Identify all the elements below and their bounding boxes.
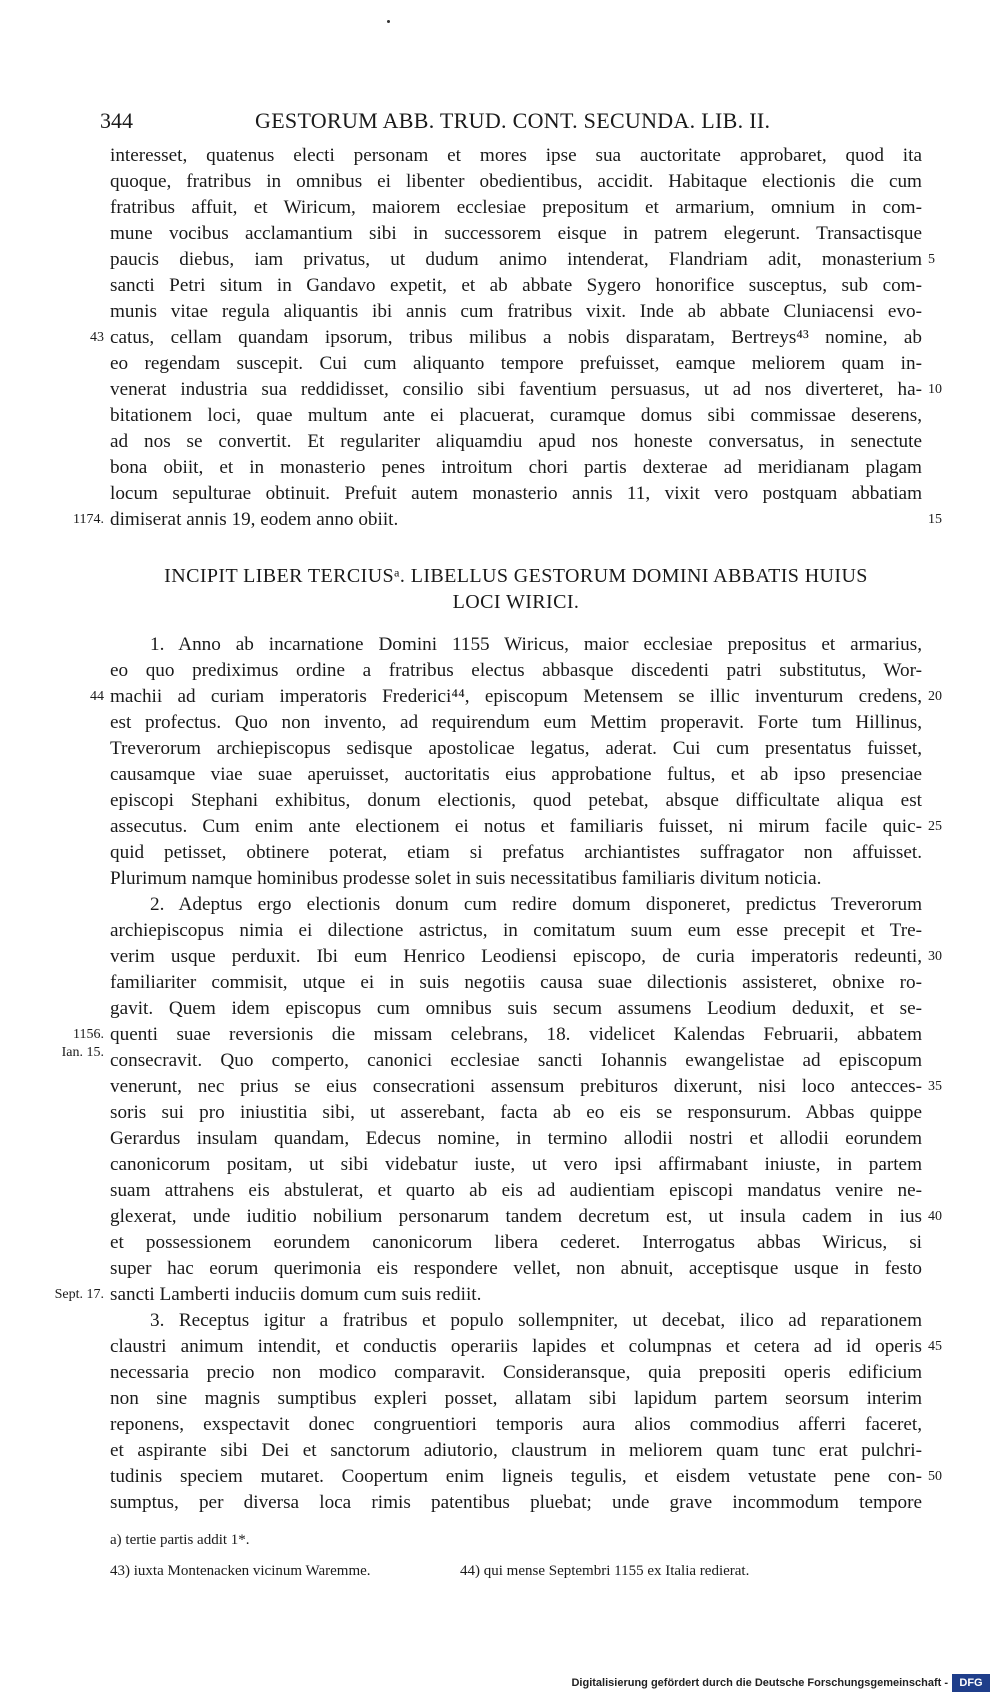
text-line: soris sui pro iniustitia sibi, ut asserebant, facta ab eo eis se responsurum. Abbas quippe bbox=[110, 1102, 922, 1123]
margin-year-1156: 1156. bbox=[73, 1027, 104, 1042]
text-line: sumptus, per diversa loca rimis patentibus pluebat; unde grave incommodum tempore bbox=[110, 1492, 922, 1513]
footnote-43: 43) iuxta Montenacken vicinum Waremme. bbox=[110, 1563, 371, 1579]
line-number: 10 bbox=[928, 382, 942, 397]
text-line: paucis diebus, iam privatus, ut dudum animo intenderat, Flandriam adit, monasterium bbox=[110, 249, 922, 270]
line-number: 20 bbox=[928, 689, 942, 704]
text-line: bona obiit, et in monasterio penes introitum chori partis dexterae ad meridianam plagam bbox=[110, 457, 922, 478]
text-line: venerunt, nec prius se eius consecrationi assensum prebituros dixerunt, nisi loco antecces- bbox=[110, 1076, 922, 1097]
page-number: 344 bbox=[100, 108, 133, 133]
text-line: et aspirante sibi Dei et sanctorum adiutorio, claustrum in meliorem quam tunc erat pulchri- bbox=[110, 1440, 922, 1461]
book-heading: INCIPIT LIBER TERCIUSᵃ. LIBELLUS GESTORUM DOMINI ABBATIS HUIUS bbox=[164, 565, 868, 587]
text-line: archiepiscopus nimia ei dilectione astrictus, in comitatum suum eum esse precepit et Tre- bbox=[110, 920, 922, 941]
text-line: bitationem loci, quae multum ante ei placuerat, curamque domus sibi commissae deserens, bbox=[110, 405, 922, 426]
margin-note-43: 43 bbox=[90, 330, 104, 345]
text-line: super hac eorum querimonia eis respondere vellet, non abnuit, acceptisque usque in festo bbox=[110, 1258, 922, 1279]
text-line: episcopi Stephani exhibitus, donum electionis, quod petebat, absque difficultate aliqua est bbox=[110, 790, 922, 811]
book-heading: LOCI WIRICI. bbox=[452, 591, 580, 613]
dfg-logo-icon: DFG bbox=[952, 1674, 990, 1692]
text-line: quid petisset, obtinere poterat, etiam si prefatus archiantistes suffragator non affuisset. bbox=[110, 842, 922, 863]
margin-date-ian15: Ian. 15. bbox=[61, 1045, 104, 1060]
text-line: munis vitae regula aliquantis ibi annis cum fratribus vixit. Inde ab abbate Cluniacensi evo- bbox=[110, 301, 922, 322]
text-line: 2. Adeptus ergo electionis donum cum redire domum disponeret, predictus Treverorum bbox=[150, 894, 922, 915]
text-line: eo quo prediximus ordine a fratribus electus abbasque discedenti patri substitutus, Wor- bbox=[110, 660, 922, 681]
text-line: assecutus. Cum enim ante electionem ei notus et familiaris fuisset, ni mirum facile quic- bbox=[110, 816, 922, 837]
text-line: glexerat, unde iuditio nobilium personarum tandem decretum est, ut insula cadem in ius bbox=[110, 1206, 922, 1227]
text-line: claustri animum intendit, et conductis operariis lapides et columpnas et cetera ad id operis bbox=[110, 1336, 922, 1357]
text-line: Plurimum namque hominibus prodesse solet in suis necessitatibus familiaris divitum noticia. bbox=[110, 868, 822, 889]
text-line: causamque viae suae aperuisset, auctoritatis eius approbatione fultus, et ab ipso presenciae bbox=[110, 764, 922, 785]
text-line: machii ad curiam imperatoris Frederici⁴⁴, episcopum Metensem se illic inventurum credens, bbox=[110, 686, 922, 707]
text-line: consecravit. Quo comperto, canonici ecclesiae sancti Iohannis ewangelistae ad episcopum bbox=[110, 1050, 922, 1071]
line-number: 50 bbox=[928, 1469, 942, 1484]
margin-note-44: 44 bbox=[90, 689, 104, 704]
text-line: necessaria precio non modico comparavit. Consideransque, quia prepositi operis edificium bbox=[110, 1362, 922, 1383]
line-number: 30 bbox=[928, 949, 942, 964]
line-number: 15 bbox=[928, 512, 942, 527]
text-line: fratribus affuit, et Wiricum, maiorem ecclesiae prepositum et armarium, omnium in com- bbox=[110, 197, 922, 218]
line-number: 45 bbox=[928, 1339, 942, 1354]
text-line: gavit. Quem idem episcopus cum omnibus suis secum assumens Leodium deduxit, et se- bbox=[110, 998, 922, 1019]
text-line: eo regendam suscepit. Cui cum aliquanto tempore prefuisset, eamque meliorem quam in- bbox=[110, 353, 922, 374]
text-line: 3. Receptus igitur a fratribus et populo sollempniter, ut decebat, ilico ad reparationem bbox=[150, 1310, 922, 1331]
line-number: 5 bbox=[928, 252, 935, 267]
line-number: 25 bbox=[928, 819, 942, 834]
footnote-44: 44) qui mense Septembri 1155 ex Italia redierat. bbox=[460, 1563, 750, 1579]
text-line: reponens, exspectavit donec congruentiori temporis aura alios commodius afferri faceret, bbox=[110, 1414, 922, 1435]
text-line: Gerardus insulam quandam, Edecus nomine, in termino allodii nostri et allodii eorundem bbox=[110, 1128, 922, 1149]
text-line: suam attrahens eis abstulerat, et quarto ab eis ad audientiam episcopi mandatus venire ne- bbox=[110, 1180, 922, 1201]
margin-year-1174: 1174. bbox=[73, 512, 104, 527]
text-line: Treverorum archiepiscopus sedisque apostolicae legatus, aderat. Cui cum presentatus fuisset, bbox=[110, 738, 922, 759]
text-line: 1. Anno ab incarnatione Domini 1155 Wiricus, maior ecclesiae prepositus et armarius, bbox=[150, 634, 922, 655]
margin-date-sept17: Sept. 17. bbox=[54, 1287, 104, 1302]
text-line: non sine magnis sumptibus expleri posset, allatam sibi lapidum partem seorsum interim bbox=[110, 1388, 922, 1409]
text-line: sancti Petri situm in Gandavo expetit, et ab abbate Sygero honorifice susceptus, sub com- bbox=[110, 275, 922, 296]
line-number: 35 bbox=[928, 1079, 942, 1094]
speck bbox=[387, 20, 390, 23]
text-line: mune vocibus acclamantium sibi in successorem eisque in patrem elegerunt. Transactisque bbox=[110, 223, 922, 244]
text-line: quenti suae reversionis die missam celebrans, 18. videlicet Kalendas Februarii, abbatem bbox=[110, 1024, 922, 1045]
running-title: GESTORUM ABB. TRUD. CONT. SECUNDA. LIB. II. bbox=[255, 108, 771, 133]
text-line: catus, cellam quandam ipsorum, tribus milibus a nobis disparatam, Bertreys⁴³ nomine, ab bbox=[110, 327, 922, 348]
text-line: interesset, quatenus electi personam et mores ipse sua auctoritate approbaret, quod ita bbox=[110, 145, 922, 166]
text-line: locum sepulturae obtinuit. Prefuit autem monasterio annis 11, vixit vero postquam abbatiam bbox=[110, 483, 922, 504]
digitization-credit: Digitalisierung gefördert durch die Deutsche Forschungsgemeinschaft - bbox=[571, 1677, 948, 1689]
text-line: tudinis speciem mutaret. Coopertum enim ligneis tegulis, et eisdem vetustate pene con- bbox=[110, 1466, 922, 1487]
text-line: dimiserat annis 19, eodem anno obiit. bbox=[110, 509, 399, 530]
text-line: canonicorum positam, ut sibi videbatur iuste, ut vero ipsi affirmabant iniuste, in partem bbox=[110, 1154, 922, 1175]
text-line: et possessionem eorundem canonicorum libera cederet. Interrogatus abbas Wiricus, si bbox=[110, 1232, 922, 1253]
text-line: venerat industria sua reddidisset, consilio sibi faventium persuasus, ut ad nos diverteret, ha- bbox=[110, 379, 922, 400]
text-line: est profectus. Quo non invento, ad requirendum eum Mettim properavit. Forte tum Hillinus, bbox=[110, 712, 922, 733]
text-line: familiariter commisit, utque ei in suis negotiis causa suae dilectionis assisteret, obnixe ro- bbox=[110, 972, 922, 993]
text-line: ad nos se convertit. Et regulariter aliquamdiu apud nos honeste conversatus, in senectute bbox=[110, 431, 922, 452]
line-number: 40 bbox=[928, 1209, 942, 1224]
page-header bbox=[100, 108, 930, 138]
footnote-a: a) tertie partis addit 1*. bbox=[110, 1532, 250, 1548]
text-line: quoque, fratribus in omnibus ei libenter obedientibus, accidit. Habitaque electionis die cum bbox=[110, 171, 922, 192]
text-line: verim usque perduxit. Ibi eum Henrico Leodiensi episcopo, de curia imperatoris redeunti, bbox=[110, 946, 922, 967]
text-line: sancti Lamberti induciis domum cum suis rediit. bbox=[110, 1284, 482, 1305]
